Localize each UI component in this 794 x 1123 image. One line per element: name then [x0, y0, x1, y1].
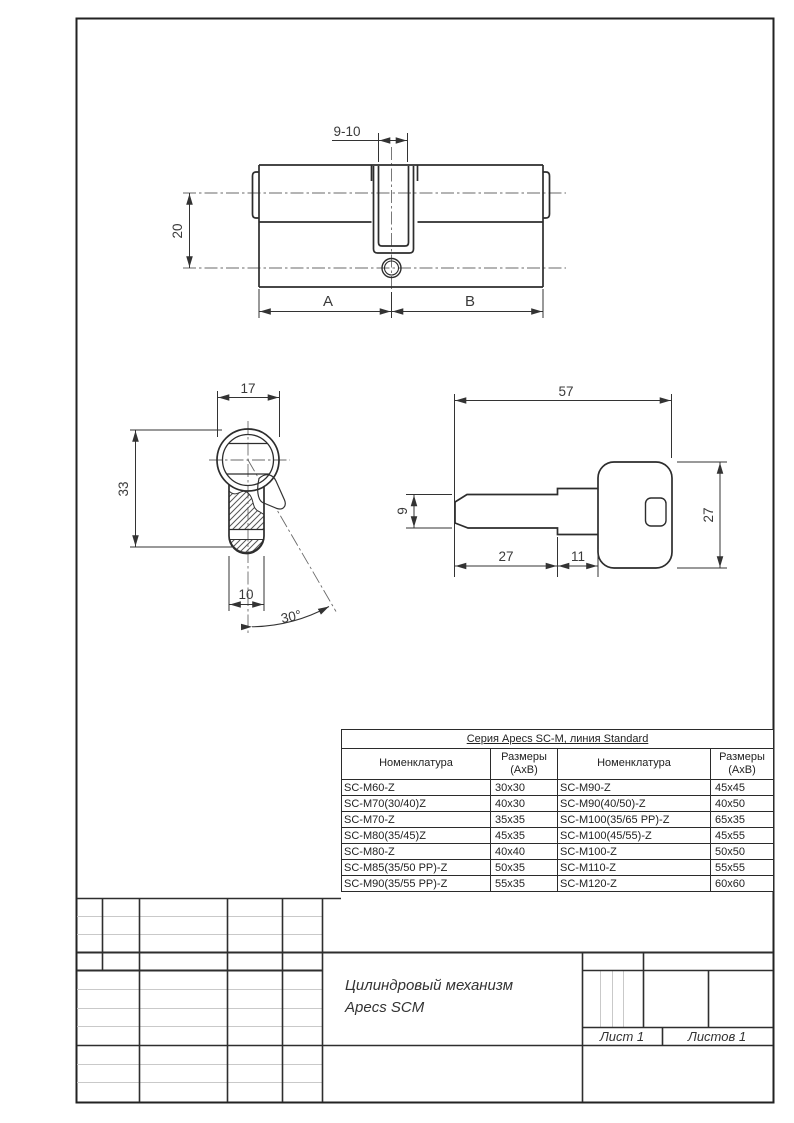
key-blade-bottom: [455, 523, 598, 535]
right-end-cap: [543, 172, 550, 218]
key-outline: [455, 462, 672, 568]
table-row: SC-M60-Z 30x30 SC-M90-Z 45x45: [342, 780, 774, 796]
dim-prof-angle: 30°: [279, 607, 303, 627]
spec-table: [341, 729, 774, 892]
document-title-line1: Цилиндровый механизм: [345, 977, 513, 994]
table-row: SC-M80(35/45)Z 45x35 SC-M100(45/55)-Z 45x55: [342, 828, 774, 844]
spec-table-title: Серия Apecs SC-M, линия Standard: [342, 730, 774, 749]
dim-prof-body-width: 10: [238, 587, 254, 602]
table-row: SC-M70(30/40)Z 40x30 SC-M90(40/50)-Z 40x50: [342, 796, 774, 812]
dim-cam-width: 9-10: [333, 124, 361, 139]
cylinder-dim-lines: [190, 133, 544, 318]
dim-prof-width: 17: [240, 381, 256, 396]
title-block: [77, 899, 773, 1103]
col-header-sizes-1: Размеры (AxB): [491, 749, 558, 780]
left-end-cap: [253, 172, 260, 218]
col-header-nomenclature-2: Номенклатура: [558, 749, 711, 780]
table-row: SC-M70-Z 35x35 SC-M100(35/65 PP)-Z 65x35: [342, 812, 774, 828]
col-header-nomenclature-1: Номенклатура: [342, 749, 491, 780]
table-row: SC-M85(35/50 PP)-Z 50x35 SC-M110-Z 55x55: [342, 860, 774, 876]
key-blade-top: [455, 489, 598, 503]
dim-key-blade-length: 27: [498, 549, 514, 564]
key-view: [395, 384, 727, 577]
sheets-total-label: Листов 1: [687, 1029, 747, 1044]
cylinder-side-view: [170, 124, 566, 318]
cam-outer: [374, 166, 414, 253]
dim-length-a: A: [322, 293, 334, 310]
table-row: SC-M90(35/55 PP)-Z 55x35 SC-M120-Z 60x60: [342, 876, 774, 892]
title-block-grid: [77, 899, 773, 1103]
dim-length-b: B: [464, 293, 476, 310]
dim-key-blade-height: 9: [395, 507, 410, 515]
sheet-number-label: Лист 1: [599, 1029, 645, 1044]
cylinder-profile-view: [116, 381, 336, 635]
table-row: SC-M80-Z 40x40 SC-M100-Z 50x50: [342, 844, 774, 860]
document-title-line2: Apecs SCM: [345, 999, 425, 1016]
spec-table-header-row: [342, 749, 774, 780]
dim-key-length: 57: [558, 384, 574, 399]
cam-inner: [379, 166, 409, 246]
center-lines: [183, 147, 566, 300]
key-head-hole: [646, 498, 667, 526]
key-head: [598, 462, 672, 568]
dim-cyl-height: 20: [170, 223, 185, 239]
col-header-sizes-2: Размеры (AxB): [711, 749, 774, 780]
dim-key-head-height: 27: [701, 507, 716, 523]
dim-key-shoulder-length: 11: [570, 549, 586, 564]
dim-prof-height: 33: [116, 481, 131, 497]
spec-table-title-row: [342, 730, 774, 749]
key-dim-lines: [406, 394, 727, 577]
tip-section-hatched: [230, 540, 263, 553]
